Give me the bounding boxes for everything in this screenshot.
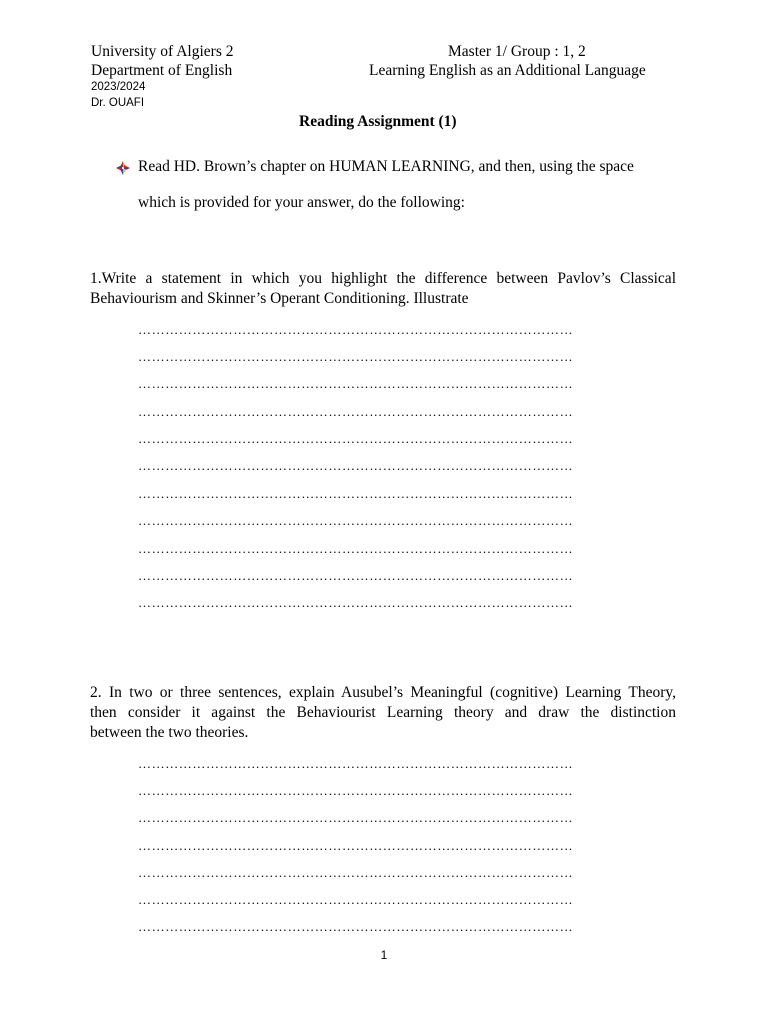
answer-line[interactable]: ……………………………………………………………………………………	[138, 486, 574, 501]
answer-line[interactable]: ……………………………………………………………………………………	[138, 431, 574, 446]
answer-line[interactable]: ……………………………………………………………………………………	[138, 322, 574, 337]
answer-line[interactable]: ……………………………………………………………………………………	[138, 865, 574, 880]
answer-line[interactable]: ……………………………………………………………………………………	[138, 541, 574, 556]
page-number: 1	[380, 948, 388, 962]
answer-line[interactable]: ……………………………………………………………………………………	[138, 838, 574, 853]
answer-line[interactable]: ……………………………………………………………………………………	[138, 595, 574, 610]
answer-line[interactable]: ……………………………………………………………………………………	[138, 919, 574, 934]
academic-year: 2023/2024	[91, 81, 146, 93]
question-2-line-3: between the two theories.	[90, 724, 249, 741]
question-1-line-2: Behaviourism and Skinner’s Operant Conditioning. Illustrate	[90, 290, 469, 307]
page-title: Reading Assignment (1)	[299, 113, 457, 130]
answer-line[interactable]: ……………………………………………………………………………………	[138, 892, 574, 907]
university-name: University of Algiers 2	[91, 43, 234, 60]
answer-line[interactable]: ……………………………………………………………………………………	[138, 513, 574, 528]
level-group: Master 1/ Group : 1, 2	[448, 43, 586, 60]
question-1-line-1: 1.Write a statement in which you highlight the difference between Pavlov’s Classical	[90, 270, 676, 287]
course-title: Learning English as an Additional Language	[369, 62, 646, 79]
answer-line[interactable]: ……………………………………………………………………………………	[138, 756, 574, 771]
question-1	[90, 269, 676, 309]
answer-line[interactable]: ……………………………………………………………………………………	[138, 568, 574, 583]
instruction-line-2: which is provided for your answer, do the following:	[138, 194, 465, 211]
answer-line[interactable]: ……………………………………………………………………………………	[138, 404, 574, 419]
question-2-line-1: 2. In two or three sentences, explain Ausubel’s Meaningful (cognitive) Learning Theory,	[90, 684, 676, 701]
question-2-line-2: then consider it against the Behaviourist Learning theory and draw the distinction	[90, 704, 676, 721]
answer-line[interactable]: ……………………………………………………………………………………	[138, 349, 574, 364]
question-2	[90, 683, 676, 743]
instruction-line-1: Read HD. Brown’s chapter on HUMAN LEARNING, and then, using the space	[138, 158, 634, 175]
answer-line[interactable]: ……………………………………………………………………………………	[138, 810, 574, 825]
answer-line[interactable]: ……………………………………………………………………………………	[138, 783, 574, 798]
teacher-name: Dr. OUAFI	[91, 97, 145, 109]
answer-line[interactable]: ……………………………………………………………………………………	[138, 376, 574, 391]
cross-bullet-icon	[115, 160, 131, 176]
answer-line[interactable]: ……………………………………………………………………………………	[138, 458, 574, 473]
department-name: Department of English	[91, 62, 233, 79]
